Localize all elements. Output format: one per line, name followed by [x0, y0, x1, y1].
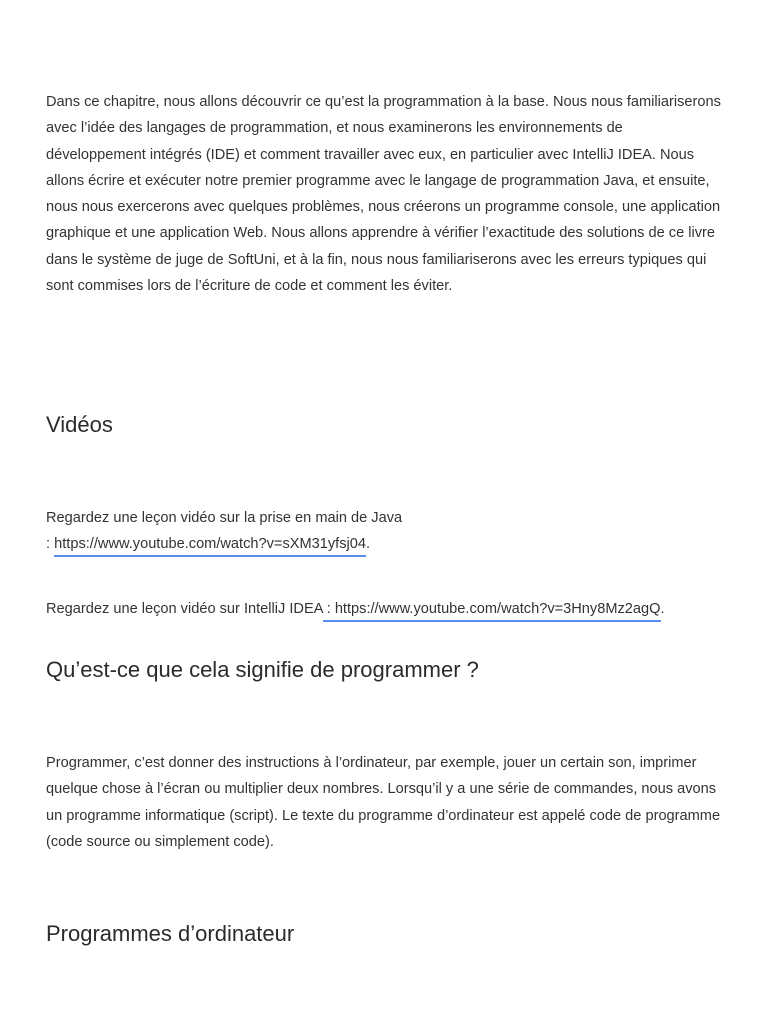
video-intellij-link-prefix: :: [322, 601, 335, 617]
video-intellij-link-url: https://www.youtube.com/watch?v=3Hny8Mz2agQ: [334, 601, 661, 617]
programming-paragraph: Programmer, c’est donner des instructions à l’ordinateur, par exemple, jouer un certain son, imprimer quelque chose à l’écran ou multiplier deux nombres. Lorsqu’il y a une série de commandes, nous avons un programme informatique (script). Le texte du programme d’ordinateur est appelé code de programme (code source ou simplement code).: [46, 755, 721, 850]
video-java-suffix: .: [366, 536, 371, 553]
programming-heading: Qu’est-ce que cela signifie de programmer ?: [46, 657, 479, 682]
intro-paragraph: Dans ce chapitre, nous allons découvrir ce qu’est la programmation à la base. Nous nous familiariserons avec l’idée des langages de programmation, et nous examinerons les environnements de développement intégrés (IDE) et comment travailler avec eux, en particulier avec IntelliJ IDEA. Nous allons écrire et exécuter notre premier programme avec le langage de programmation Java, et ensuite, nous nous exercerons avec quelques problèmes, nous créerons un programme console, une application graphique et une application Web. Nous allons apprendre à vérifier l’exactitude des solutions de ce livre dans le système de juge de SoftUni, et à la fin, nous nous familiariserons avec les erreurs typiques qui sont commises lors de l’écriture de code et comment les éviter.: [46, 94, 721, 295]
video-java-text: Regardez une leçon vidéo sur la prise en main de Java: [46, 510, 403, 526]
video-intellij-link[interactable]: [323, 601, 661, 622]
video-java-paragraph: [46, 505, 726, 558]
video-intellij-text: Regardez une leçon vidéo sur IntelliJ IDEA: [46, 601, 323, 617]
video-intellij-suffix: .: [660, 601, 665, 617]
video-java-prefix: :: [46, 536, 55, 553]
computer-programs-heading: Programmes d’ordinateur: [46, 921, 295, 946]
video-java-link[interactable]: https://www.youtube.com/watch?v=sXM31yfsj04: [54, 536, 366, 557]
videos-heading: Vidéos: [46, 412, 113, 437]
video-intellij-paragraph: [46, 596, 746, 622]
